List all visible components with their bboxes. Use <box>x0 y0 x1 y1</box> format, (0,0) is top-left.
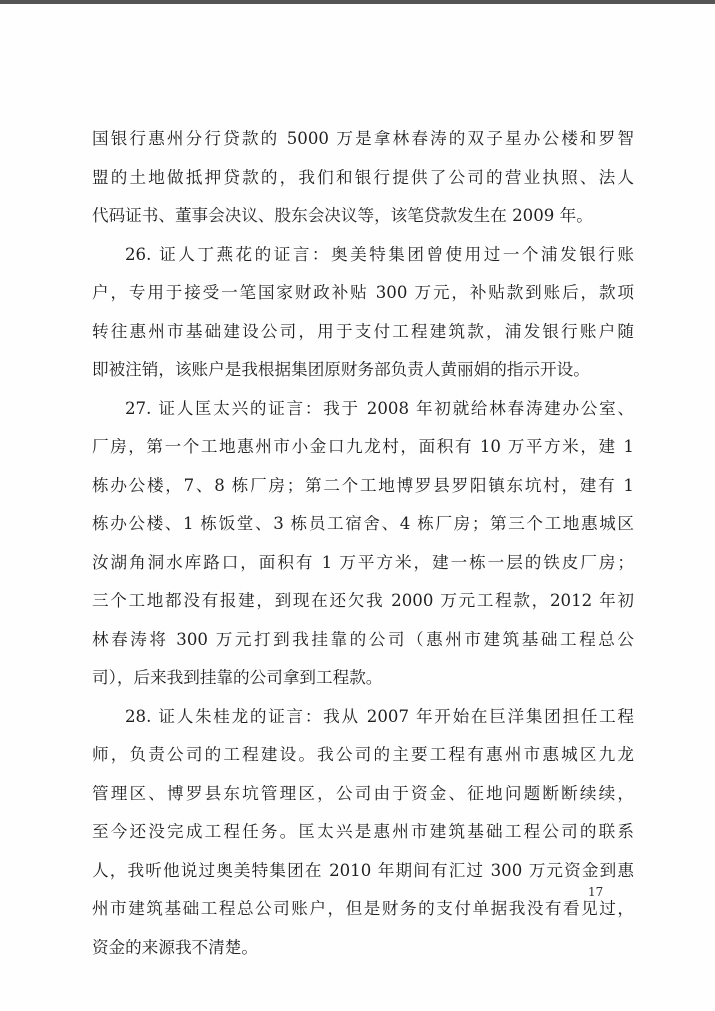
text-line: 户，专用于接受一笔国家财政补贴 300 万元，补贴款到账后，款项 <box>92 283 634 302</box>
text-line: 栋办公楼、1 栋饭堂、3 栋员工宿舍、4 栋厂房；第三个工地惠城区 <box>92 514 634 533</box>
text-line: 师，负责公司的工程建设。我公司的主要工程有惠州市惠城区九龙 <box>92 745 634 764</box>
text-line: 人，我听他说过奥美特集团在 2010 年期间有汇过 300 万元资金到惠 <box>92 860 634 880</box>
text-line: 汝湖角洞水库路口，面积有 1 万平方米，建一栋一层的铁皮厂房； <box>92 552 634 572</box>
top-border <box>0 0 715 4</box>
text-line: 管理区、博罗县东坑管理区，公司由于资金、征地问题断断续续， <box>92 783 634 803</box>
page-number: 17 <box>588 885 604 899</box>
text-line: 代码证书、董事会决议、股东会决议等，该笔贷款发生在 2009 年。 <box>92 206 593 225</box>
body-text <box>92 120 634 967</box>
text-line: 林春涛将 300 万元打到我挂靠的公司（惠州市建筑基础工程总公 <box>92 629 634 649</box>
text-line: 即被注销，该账户是我根据集团原财务部负责人黄丽娟的指示开设。 <box>92 360 590 379</box>
text-line: 厂房，第一个工地惠州市小金口九龙村，面积有 10 万平方米，建 1 <box>92 437 634 456</box>
paragraph-26-start: 26. 证人丁燕花的证言：奥美特集团曾使用过一个浦发银行账 <box>125 244 634 264</box>
paragraph-27-start: 27. 证人匡太兴的证言：我于 2008 年初就给林春涛建办公室、 <box>125 398 634 418</box>
text-line: 栋办公楼，7、8 栋厂房；第二个工地博罗县罗阳镇东坑村，建有 1 <box>92 475 634 495</box>
text-line: 州市建筑基础工程总公司账户，但是财务的支付单据我没有看见过， <box>92 899 634 918</box>
text-line: 司），后来我到挂靠的公司拿到工程款。 <box>92 668 383 687</box>
text-line: 盟的土地做抵押贷款的，我们和银行提供了公司的营业执照、法人 <box>92 167 634 187</box>
paragraph-28-start: 28. 证人朱桂龙的证言：我从 2007 年开始在巨洋集团担任工程 <box>125 706 634 726</box>
text-line: 三个工地都没有报建，到现在还欠我 2000 万元工程款，2012 年初 <box>92 591 634 610</box>
text-line: 资金的来源我不清楚。 <box>92 937 258 957</box>
text-line: 国银行惠州分行贷款的 5000 万是拿林春涛的双子星办公楼和罗智 <box>92 129 634 148</box>
text-line: 转往惠州市基础建设公司，用于支付工程建筑款，浦发银行账户随 <box>92 321 634 341</box>
text-line: 至今还没完成工程任务。匡太兴是惠州市建筑基础工程公司的联系 <box>92 822 634 841</box>
